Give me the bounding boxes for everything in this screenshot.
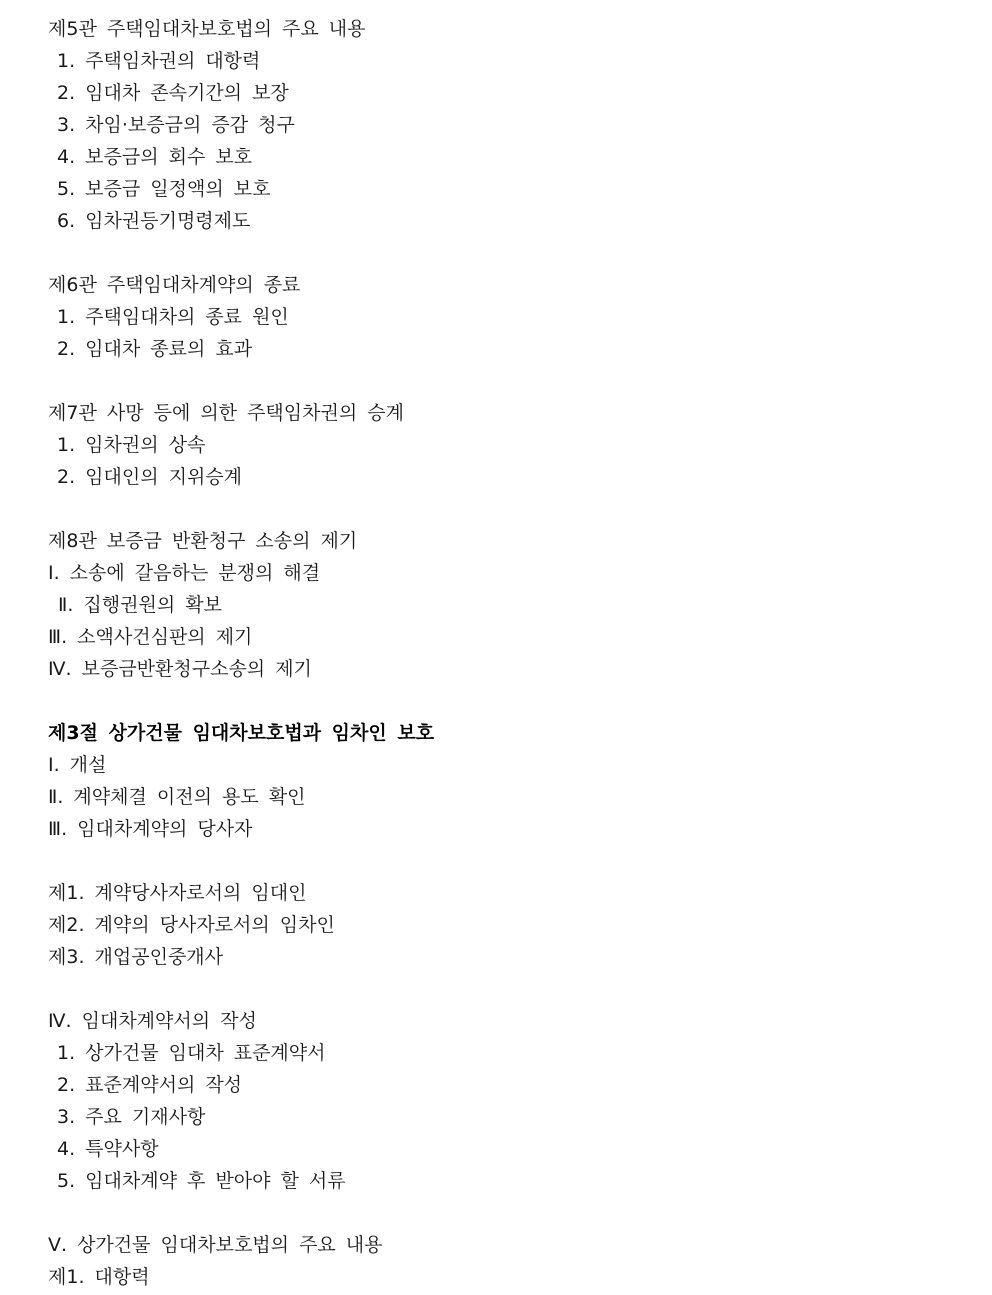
list-item: 1. 주택임대차의 종료 원인	[57, 306, 289, 328]
roman-item: Ⅰ. 개설	[48, 754, 107, 776]
roman-item: Ⅱ. 계약체결 이전의 용도 확인	[48, 786, 306, 808]
sub-item: 제1. 대항력	[48, 1266, 150, 1288]
roman-item: Ⅳ. 임대차계약서의 작성	[48, 1010, 257, 1032]
chapter-heading: 제3절 상가건물 임대차보호법과 임차인 보호	[48, 722, 435, 744]
section-heading: 제6관 주택임대차계약의 종료	[48, 274, 301, 296]
blank-line	[0, 685, 992, 717]
list-item: 3. 차임·보증금의 증감 청구	[57, 114, 295, 136]
blank-line	[0, 845, 992, 877]
list-item: 3. 주요 기재사항	[57, 1106, 206, 1128]
blank-line	[0, 973, 992, 1005]
blank-line	[0, 237, 992, 269]
section-heading: 제8관 보증금 반환청구 소송의 제기	[48, 530, 358, 552]
list-item: 2. 임대차 종료의 효과	[57, 338, 253, 360]
document-body	[0, 13, 992, 1293]
list-item: 1. 상가건물 임대차 표준계약서	[57, 1042, 326, 1064]
section-heading: 제5관 주택임대차보호법의 주요 내용	[48, 18, 366, 40]
sub-item: 제2. 계약의 당사자로서의 임차인	[48, 914, 335, 936]
blank-line	[0, 365, 992, 397]
blank-line	[0, 1197, 992, 1229]
roman-item: Ⅲ. 소액사건심판의 제기	[48, 626, 253, 648]
list-item: 6. 임차권등기명령제도	[57, 210, 251, 232]
list-item: 4. 보증금의 회수 보호	[57, 146, 253, 168]
roman-item: Ⅴ. 상가건물 임대차보호법의 주요 내용	[48, 1234, 383, 1256]
list-item: 1. 임차권의 상속	[57, 434, 206, 456]
roman-item: Ⅳ. 보증금반환청구소송의 제기	[48, 658, 312, 680]
list-item: 5. 임대차계약 후 받아야 할 서류	[57, 1170, 346, 1192]
blank-line	[0, 493, 992, 525]
list-item: 2. 표준계약서의 작성	[57, 1074, 243, 1096]
sub-item: 제3. 개업공인중개사	[48, 946, 223, 968]
list-item: 1. 주택임차권의 대항력	[57, 50, 261, 72]
sub-item: 제1. 계약당사자로서의 임대인	[48, 882, 307, 904]
section-heading: 제7관 사망 등에 의한 주택임차권의 승계	[48, 402, 404, 424]
roman-item: Ⅲ. 임대차계약의 당사자	[48, 818, 253, 840]
list-item: 2. 임대차 존속기간의 보장	[57, 82, 289, 104]
list-item: 5. 보증금 일정액의 보호	[57, 178, 271, 200]
list-item: 2. 임대인의 지위승계	[57, 466, 243, 488]
roman-item: Ⅰ. 소송에 갈음하는 분쟁의 해결	[48, 562, 321, 584]
list-item: 4. 특약사항	[57, 1138, 159, 1160]
roman-item: Ⅱ. 집행권원의 확보	[58, 594, 222, 616]
